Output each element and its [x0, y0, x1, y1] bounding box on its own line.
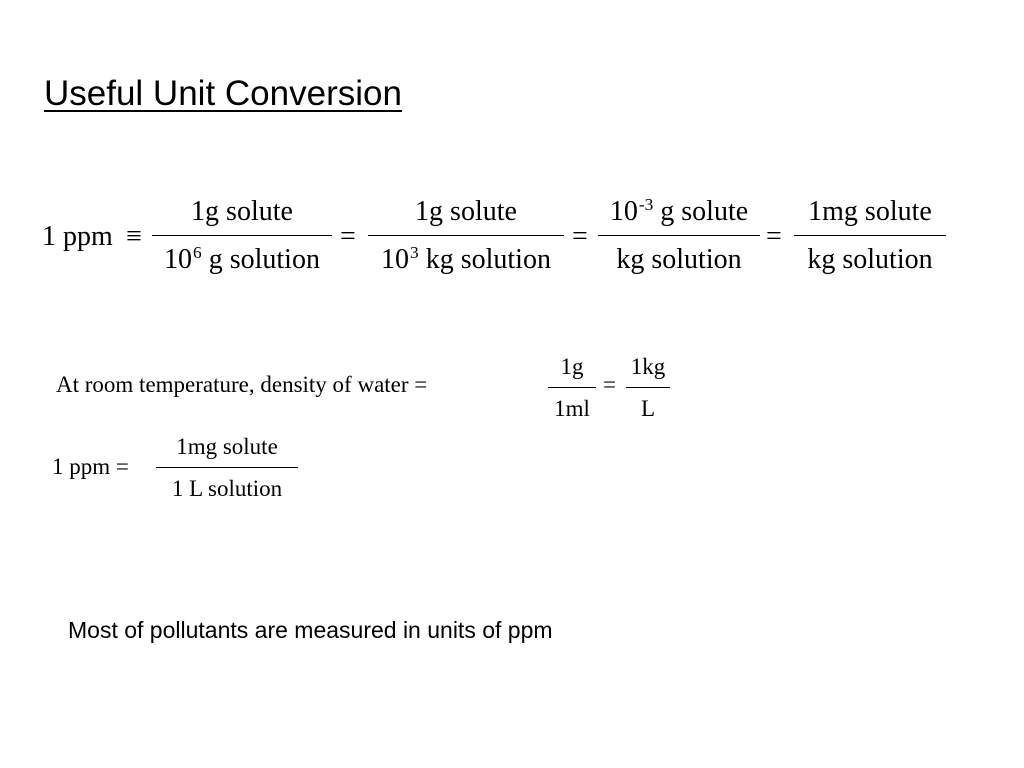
equals-2: = — [572, 221, 588, 252]
fraction-1-numerator: 1g solute — [191, 196, 293, 227]
fraction-2-numerator: 1g solute — [415, 196, 517, 227]
eq3-lhs: 1 ppm = — [52, 454, 129, 479]
fraction-4-denominator: kg solution — [807, 244, 933, 275]
equiv-symbol: ≡ — [126, 221, 142, 252]
density-fraction-1-denominator: 1ml — [554, 396, 590, 421]
density-statement: At room temperature, density of water = — [56, 372, 428, 397]
eq3-fraction-numerator: 1mg solute — [176, 434, 278, 459]
density-equals: = — [603, 372, 616, 397]
fraction-2-bar — [368, 235, 564, 236]
fraction-1-denominator: $10^6$ g solution — [164, 243, 320, 275]
fraction-4-bar — [794, 235, 946, 236]
density-fraction-1-bar — [548, 387, 596, 388]
equals-3: = — [766, 221, 782, 252]
eq3-fraction-bar — [156, 467, 298, 468]
density-fraction-2-numerator: 1kg — [630, 354, 666, 379]
density-fraction-1-numerator: 1g — [560, 354, 584, 379]
fraction-3-numerator: $10^{-3}$ g solute — [609, 195, 749, 227]
slide-title: Useful Unit Conversion — [44, 74, 402, 113]
fraction-2-denominator: $10^3$ kg solution — [381, 243, 551, 275]
fraction-3-denominator: kg solution — [616, 244, 742, 275]
fraction-1-bar — [152, 235, 332, 236]
pollutants-note: Most of pollutants are measured in units of ppm — [68, 617, 553, 643]
eq3-fraction-denominator: 1 L solution — [171, 476, 283, 501]
equals-1: = — [340, 221, 356, 252]
fraction-4-numerator: 1mg solute — [808, 196, 932, 227]
density-fraction-2-denominator: L — [640, 396, 656, 421]
density-fraction-2-bar — [626, 387, 670, 388]
eq1-lhs: 1 ppm — [42, 221, 113, 252]
fraction-3-bar — [598, 235, 760, 236]
